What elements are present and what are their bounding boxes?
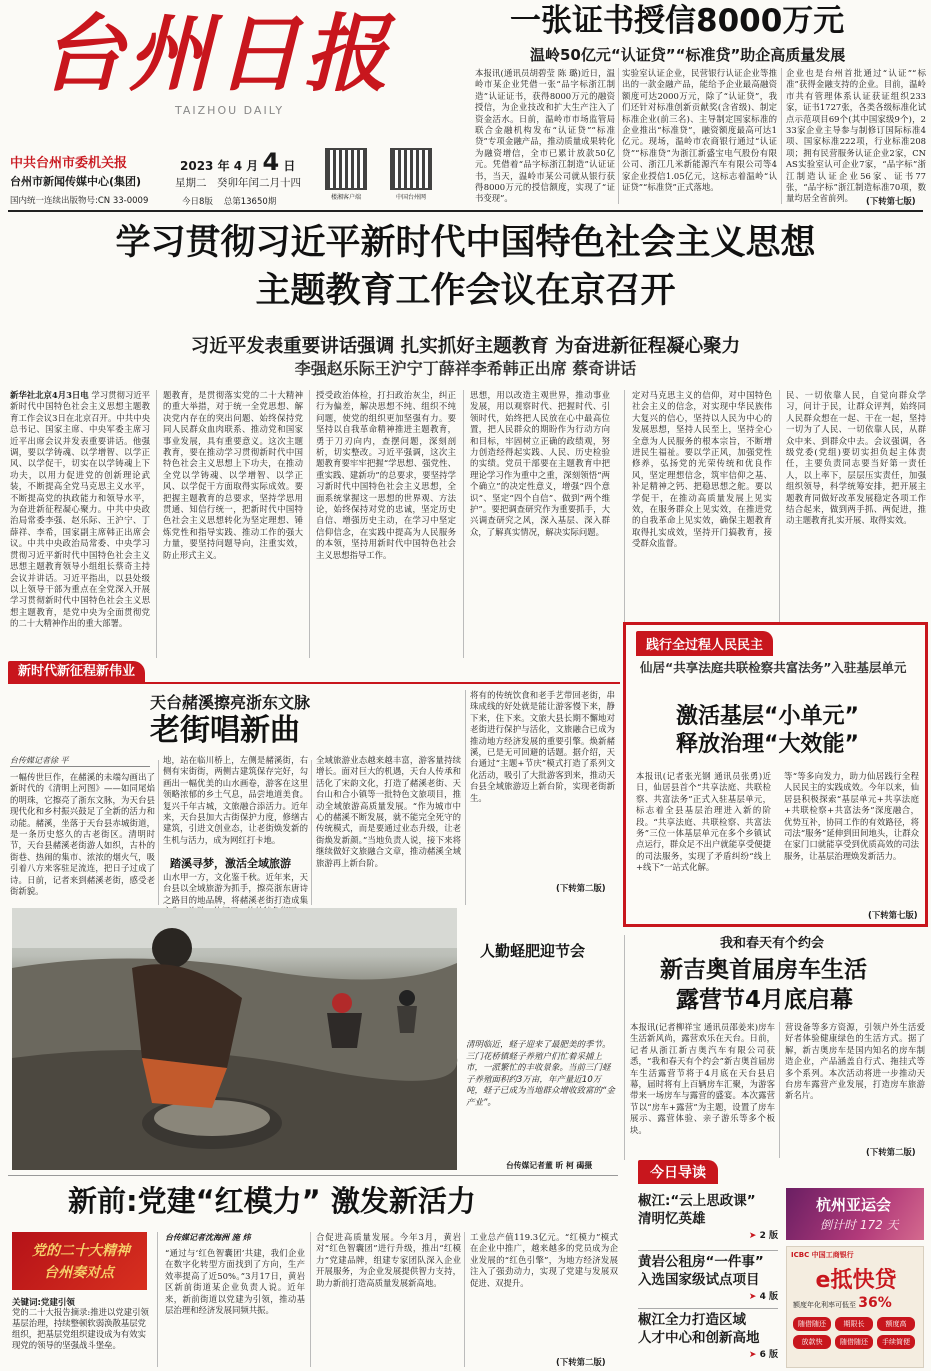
- spring-col1: 本报讯(记者柳祥宝 通讯员邵姜来)房车生活新风尚，露营欢乐在天台。日前，记者从浙江新吉奥汽车有限公司获悉，“我和春天有个约会”新吉奥首届房车生活露营节将于4月底在天台县启幕，届时将有上百辆房车汇聚，为游客带来一场房车与露营的盛宴。本次露营节以“房车+露营”为主题，设置了房车展示、露营体验、亲子游乐等多个板块。: [630, 1022, 775, 1135]
- ad-icbc-buttons: [793, 1317, 921, 1349]
- masthead-pages: [182, 195, 276, 207]
- masthead-logo: [40, 4, 420, 118]
- date-prefix: 2023 年 4 月: [180, 159, 259, 173]
- rule: [781, 68, 782, 204]
- rule: [310, 1232, 311, 1367]
- lead-headline-2: 主题教育工作会议在京召开: [255, 271, 676, 311]
- guide-item-3-page: 6 版: [759, 1350, 778, 1360]
- guide-item[interactable]: [638, 1192, 778, 1241]
- ad-asian-games[interactable]: [786, 1188, 924, 1240]
- feature-col2b: 山水甲一方，文化鉴千秋。近年来，天台县以全域旅游为抓手，擦亮浙东唐诗之路目的地品牌，将赭溪老街打造成集: [163, 872, 308, 905]
- top-story-col1: 本报讯(通讯员胡碧莹 陈 璐)近日，温岭市某企业凭借一张“品字标浙江制造”认证证书，获得8000万元的融资授信，为企业技改和扩大生产注入了资金活水。日前，温岭市市场监管局联合金融机构发布“认证贷”“标准贷”专项金融产品，推动质量成果转化为融资增信，全市已累计放款50亿元。凭借着“品字标浙江制造”认证证书，当天，温岭市某公司就从银行获得8000万元的授信额度，实现了“证书变现”。: [475, 68, 615, 204]
- masthead-date: [180, 148, 295, 176]
- ad-asian-games-line-1: 杭州亚运会: [816, 1196, 892, 1214]
- qr-label-app: 楼湘客户端: [330, 194, 361, 201]
- feature-subhead: 踏溪寻梦，激活全域旅游: [170, 857, 291, 870]
- section-band: [8, 660, 620, 684]
- photo-clam-digging: [12, 908, 457, 1170]
- today-guide: [630, 1160, 780, 1370]
- rule: [311, 760, 312, 905]
- pages-today: 今日8版: [182, 197, 213, 207]
- lead-subhead-1: 习近平发表重要讲话强调 扎实抓好主题教育 为奋进新征程凝心聚力: [190, 336, 741, 357]
- box-story-headline-2: 释放治理“大效能”: [676, 732, 859, 757]
- box-story-continued[interactable]: (下转第七版): [868, 910, 918, 920]
- lead-col5: 定对马克思主义的信仰，对中国特色社会主义的信念，对实现中华民族伟大复兴的信心，坚持以人民为中心的发展思想，坚持人民至上，坚持全心全意为人民服务的根本宗旨，不断增进民生福祉。要以学正风，加强党性修养，弘扬党的光荣传统和优良作风，坚定理想信念，筑牢信仰之基、补足精神之钙、把稳思想之舵。要以学促干，在推动高质量发展上见实效，在服务群众上见实效，在推进党的自我革命上见实效，确保主题教育取得扎实成效，坚持开门搞教育，接受群众监督。: [632, 390, 772, 549]
- arrow-icon: ➤: [748, 1292, 757, 1302]
- feature-col3: 全域旅游业态越来越丰富，游客量持续增长。面对巨大的机遇，天台人传承和活化了宋韵文化，打造了赭溪老街、天台山和合小镇等一批特色文旅项目，推动全域旅游高质量发展。“作为城市中心的赭溪不断发展，就不能完全死守的传统模式，而是要通过业态升级，让老街焕发新颜。”当地负责人说，接下来将继续做好文旅融合文章，推动赭溪全域旅游再上新台阶。: [316, 755, 461, 868]
- qr-code-app[interactable]: [325, 148, 367, 201]
- rule: [8, 1175, 618, 1176]
- rule: [309, 390, 310, 658]
- guide-item-1-line-1: 椒江:“云上思政课”: [638, 1193, 756, 1209]
- feature-col2: 地，站在临川桥上，左侧是赭溪街，右侧有宋街街，两侧古建筑保存完好，勾画出一幅优美的山水画卷，游客在这里领略浓郁的乡土气息，品尝地道美食。复兴千年古城，文旅融合添活力。近年来，天台县加大古街保护力度，修缮古建筑，引进文创业态，让老街焕发新的生机与活力，成为网红打卡地。: [163, 755, 308, 845]
- guide-item-2-page: 4 版: [759, 1292, 778, 1302]
- top-story-continued[interactable]: (下转第七版): [866, 196, 916, 206]
- qr-code-web[interactable]: [390, 148, 432, 201]
- ad-icbc-bank: ICBC 中国工商银行: [791, 1251, 854, 1259]
- date-day: 4: [262, 148, 280, 176]
- spring-continued[interactable]: (下转第二版): [866, 1147, 916, 1157]
- arrow-icon: ➤: [748, 1350, 757, 1360]
- top-story-subhead: 温岭50亿元“认证贷”“标准贷”助企高质量发展: [530, 46, 846, 64]
- photo-caption-text: 清明临近，蛏子迎来了最肥美的季节。三门花桥镇蛏子养殖户们忙着采捕上市，一派繁忙的丰收景象。当前三门蛏子养殖面积约3万亩，年产量近10万吨，蛏子已成为当地群众增收致富的“金产业”。: [466, 1040, 615, 1108]
- ad-icbc-rate-row: [793, 1295, 919, 1311]
- rule: [465, 690, 466, 905]
- rule: [779, 390, 780, 658]
- ad-icbc-feature-button[interactable]: 额度高: [877, 1317, 915, 1331]
- lead-col6: 民、一切依靠人民，自觉向群众学习，问计于民，让群众评判，始终同人民群众想在一起、干在一起，坚持一切为了人民、一切依靠人民，从群众中来、到群众中去。会议强调，各级党委(党组)要切实担负起主体责任，主要负责同志要当好第一责任人，以上率下，层层压实责任，加强组织领导，科学统筹安排，把开展主题教育同做好改革发展稳定各项工作结合起来，做到两手抓、两促进，推动主题教育扎实开展、取得实效。: [786, 390, 926, 526]
- guide-item[interactable]: [638, 1250, 778, 1302]
- box-story-tag: 践行全过程人民民主: [636, 631, 773, 656]
- lead-col1-text: 学习贯彻习近平新时代中国特色社会主义思想主题教育工作会议3日在北京召开。中共中央总书记、国家主席、中央军委主席习近平出席会议并发表重要讲话。他强调，要以学铸魂、以学增智、以学正风、以学促干，切实在以学铸魂上下功夫，以用力促进党的创新理论武装，不断提高全党马克思主义水平，不断提高党的执政能力和领导水平，为奋进新征程凝心聚力。中共中央政治局常委李强、赵乐际、王沪宁、丁薛祥、李希，国家副主席韩正出席会议。中共中央政治局常委、中央学习贯彻习近平新时代中国特色社会主义思想主题教育领导小组组长蔡奇主持会议并讲话。习近平指出，以县处级以上领导干部为重点在全党深入开展学习贯彻新时代中国特色社会主义思想主题教育，是党中央为全面贯彻党的二十大精神作出的重大部署。: [10, 390, 151, 629]
- rule: [156, 390, 157, 658]
- rule: [158, 760, 159, 905]
- arrow-icon: ➤: [748, 1231, 757, 1241]
- feature-headline: 老街唱新曲: [150, 713, 300, 748]
- promo-text: 党的二十大报告摘录:推进以党建引领基层治理，持续整顿软弱涣散基层党组织，把基层党组织建设成为有效实现党的领导的坚强战斗堡垒。: [12, 1307, 149, 1350]
- ad-icbc-rate-prefix: 额度年化利率可低至: [793, 1301, 856, 1309]
- ad-asian-games-line-2: 倒计时 172 天: [820, 1218, 899, 1232]
- box-story: [623, 622, 928, 927]
- feature-byline: 台传媒记者徐 平: [10, 755, 150, 767]
- spring-col2: 营设备等多方资源，引领户外生活爱好者体验健康绿色的生活方式。据了解，新吉奥房车是国内知名的房车制造企业，产品涵盖自行式、拖挂式等多个系列。本次活动将进一步推动天台房车露营产业发展，打造房车旅游新名片。: [785, 1022, 925, 1101]
- ad-icbc-feature-button[interactable]: 随借随还: [793, 1317, 831, 1331]
- box-story-col1: 本报讯(记者张光钢 通讯员张勇)近日，仙居县首个“共享法庭、共联检察、共富法务”正式入驻基层单元，标志着全县基层治理进入新的阶段。“共享法庭、共联检察、共富法务”三位一体基层单元在多个乡镇试点运行，群众足不出户就能享受便捷的司法服务，实现了矛盾纠纷“线上+线下”一站式化解。: [636, 771, 771, 873]
- date-suffix: 日: [283, 159, 296, 173]
- issue-number: 总第13650期: [223, 197, 277, 207]
- lead-col1: [10, 390, 150, 658]
- masthead-rule: [8, 210, 923, 212]
- box-story-kicker: 仙居“共享法庭共联检察共富法务”入驻基层单元: [640, 660, 907, 675]
- promo-image-text-2: 台州奏对点: [44, 1265, 114, 1281]
- lead-headline-1: 学习贯彻习近平新时代中国特色社会主义思想: [115, 223, 816, 263]
- photo-title: 人勤蛏肥迎节会: [480, 942, 586, 960]
- ad-icbc-title: e抵快贷: [815, 1268, 897, 1293]
- guide-item-3-page-wrap: [638, 1347, 778, 1360]
- spring-kicker: 我和春天有个约会: [720, 936, 825, 951]
- ad-icbc-rate: 36%: [858, 1295, 892, 1311]
- photo-credit: 台传媒记者董 昕 柯 碣摄: [506, 1161, 593, 1170]
- ad-icbc-feature-button[interactable]: 期限长: [835, 1317, 873, 1331]
- bottom-continued[interactable]: (下转第二版): [556, 1357, 606, 1367]
- bottom-headline: 新前:党建“红模力” 激发新活力: [68, 1184, 476, 1218]
- today-guide-title: 今日导读: [638, 1160, 718, 1184]
- box-story-headline-1: 激活基层“小单元”: [676, 704, 859, 729]
- lead-col2: 题教育，是贯彻落实党的二十大精神的重大举措，对于统一全党思想、解决党内存在的突出问题、始终保持党同人民群众血肉联系、推动党和国家事业发展，具有重要意义。这次主题教育，要在推动学习贯彻新时代中国特色社会主义思想上下功夫，在推动全党以学铸魂、以学增智、以学正风、以学促干方面取得实际成效。要把握主题教育的总要求，坚持学思用贯通、知信行统一，把新时代中国特色社会主义思想转化为坚定理想、锤炼党性和指导实践、推动工作的强大力量，要坚持问题导向，注重实效，防止形式主义。: [163, 390, 303, 560]
- ad-icbc-feature-button[interactable]: 随借随还: [835, 1335, 873, 1349]
- ad-icbc-feature-button[interactable]: 手续简便: [877, 1335, 915, 1349]
- feature-continued[interactable]: (下转第二版): [556, 883, 606, 893]
- photo-scene: [12, 908, 457, 1170]
- rule: [463, 390, 464, 658]
- top-story-col3: 企业也是台州首批通过“认证”“标准”获得金融支持的企业。目前，温岭市共有管理体系认证获证组织233家，证书1727张，各类各级标准化试点示范项目69个(其中国家级9个)，233家企业主导参与制修订国际标准4项、国家标准222项，行业标准208项；拥有民营服务认证企业2家，CNAS实验室认可企业7家，“品字标”浙江制造认证企业56家、证书77张，“品字标”浙江制造标准70项，数量均居全省前列。: [786, 68, 926, 204]
- feature-col1: 一幅传世巨作，在赭溪的未端勾画出了新时代的《清明上河图》——如同尾焰的明珠，它擦亮了浙东文脉，为天台县现代化和乡村振兴鼓足了全新的活力和动能。赭溪，坐落于天台县赤城街道，是一条历史悠久的古老街区。清明时节，天台县赭溪老街游人如织，古朴的街巷、热闹的集市、浓浓的烟火气，吸引着八方来客驻足流连，把日子过成了诗。日前，记者来到赭溪老街，感受老街新貌。: [10, 772, 155, 897]
- rule: [157, 1232, 158, 1367]
- rule: [464, 1232, 465, 1367]
- lead-dateline: 新华社北京4月3日电: [10, 390, 89, 400]
- ad-icbc-loan[interactable]: [786, 1246, 924, 1368]
- top-story-headline: 一张证书授信8000万元: [510, 3, 845, 39]
- guide-item[interactable]: [638, 1308, 778, 1360]
- top-story-col2: 实验室认证企业，民营银行认证企业等推出的一款金融产品，能给予企业最高融资额度可达2000万元，除了“认证贷”，我们还针对标准创新贡献奖(含省级)、制定标准企业(前三名)、主导制定国家标准的企业推出“标准贷”，融资额度最高可达1亿元。现场，温岭市农商银行通过“认证贷”“标准贷”为浙江新盛宝电气股份有限公司、浙江几米新能源汽车有限公司等4家企业授信1.05亿元，这标志着温岭“认证贷”“标准贷”正式落地。: [622, 68, 777, 193]
- lead-col4: 思想，用以改造主观世界，推动事业发展，用以观察时代、把握时代、引领时代，始终把人民放在心中最高位置，把人民群众的期盼作为行动方向和目标，牢固树立正确的政绩观，努力创造经得起实践、人民、历史检验的实绩。党员干部要在主题教育中把理论学习作为重中之重，深刻领悟“两个确立”的决定性意义，增强“四个意识”、坚定“四个自信”、做到“两个维护”。要把调查研究作为重要抓手，大兴调查研究之风，深入基层、深入群众，了解真实情况，解决实际问题。: [470, 390, 610, 537]
- lead-subhead-2: 李强赵乐际王沪宁丁薛祥李希韩正出席 蔡奇讲话: [294, 359, 637, 378]
- masthead-weekday: 星期二 癸卯年闰二月十四: [175, 177, 301, 189]
- photo-caption: [466, 1040, 616, 1158]
- bottom-byline: 台传媒记者沈海洲 施 炜: [165, 1233, 251, 1242]
- bottom-col3: 工业总产值119.3亿元。“红模力”模式在企业中推广，越来越多的党员成为企业发展的“红色引擎”，为地方经济发展注入了强劲动力，实现了党建与发展双促进、双提升。: [470, 1232, 618, 1288]
- promo-image: [12, 1232, 147, 1290]
- feature-kicker: 天台赭溪擦亮浙东文脉: [150, 693, 311, 712]
- bottom-col1: “通过与‘红色智囊团’共建，我们企业在数字化转型方面找到了方向，生产效率提高了近50%。”3月17日，黄岩区新前街道某企业负责人说。近年来，新前街道以党建为引领，推动基层治理和经济发展同频共振。: [165, 1248, 305, 1316]
- guide-item-2-page-wrap: [638, 1289, 778, 1302]
- feature-col4: 将有的传统饮食和老手艺带回老街，串珠成线的好处就是能让游客慢下来，静下来，住下来。文旅大县长期不懈地对老街进行保护与活化，文旅融合已成为推动地方经济发展的重要引擎。焕新赭溪，已是无可回避的话题。据介绍，天台通过“主题+节庆”模式打造了系列文化活动，吸引了大批游客到来，推动天台县全域旅游迈上新台阶，实现老街新生。: [470, 690, 615, 803]
- masthead-cn: 国内统一连续出版物号:CN 33-0009: [10, 196, 149, 206]
- rule: [624, 390, 625, 658]
- rule: [779, 1022, 780, 1158]
- rule: [624, 935, 625, 1160]
- bottom-col2: 合促进高质量发展。今年3月，黄岩对“红色智囊团”进行升级，推出“红模力”党建品牌，组建专家团队深入企业开展服务，为企业发展提供智力支持，助力新前打造高质量发展新高地。: [316, 1232, 461, 1288]
- guide-item-3-line-2: 人才中心和创新高地: [638, 1330, 760, 1346]
- section-band-label: 新时代新征程新伟业: [8, 661, 145, 683]
- spring-headline-2: 露营节4月底启幕: [676, 987, 854, 1013]
- guide-item-2-line-1: 黄岩公租房“一件事”: [638, 1254, 764, 1270]
- lead-col3: 授受政治体检，打扫政治灰尘，纠正行为偏差，解决思想不纯、组织不纯问题，使党的组织更加坚强有力。要坚持以自我革命精神推进主题教育，勇于刀刃向内，查摆问题，深刻剖析，切实整改。习近平强调，这次主题教育要牢牢把握“学思想、强党性、重实践、建新功”的总要求，要坚持学习新时代中国特色社会主义思想，全面系统掌握这一思想的世界观、方法论，始终保持对党的忠诚，坚定历史自信、增强历史主动，在学习中坚定信仰信念，在实践中提高为人民服务的本领，坚持用新时代中国特色社会主义思想指导工作。: [316, 390, 456, 560]
- promo-heading: 关键词:党建引领: [12, 1298, 75, 1308]
- masthead-publisher: 台州市新闻传媒中心(集团): [10, 175, 142, 188]
- guide-item-1-line-2: 清明忆英雄: [638, 1211, 706, 1227]
- qr-label-web: 中国台州网: [395, 194, 426, 201]
- masthead-pinyin: TAIZHOU DAILY: [175, 104, 285, 117]
- masthead-title: 台州日报: [40, 4, 393, 103]
- masthead-organ: 中共台州市委机关报: [10, 156, 128, 171]
- qr-icon: [390, 148, 432, 190]
- guide-item-3-line-1: 椒江全力打造区域: [638, 1312, 746, 1328]
- guide-item-2-line-2: 入选国家级试点项目: [638, 1272, 760, 1288]
- ad-icbc-feature-button[interactable]: 放款快: [793, 1335, 831, 1349]
- rule: [618, 68, 619, 204]
- box-story-col2: 等“等多向发力，助力仙居践行全程人民民主的实践成效。今年以来，仙居县积极探索“基层单元+共享法庭+共联检察+共富法务”深度融合，优势互补，协同工作的有效路径，将司法“服务”延伸到田间地头，让群众在家门口就能享受到优质高效的司法服务，让基层治理焕发新活力。: [784, 771, 919, 861]
- spring-headline-1: 新吉奥首届房车生活: [660, 957, 867, 983]
- qr-icon: [325, 148, 367, 190]
- guide-item-1-page: 2 版: [759, 1231, 778, 1241]
- promo-image-text-1: 党的二十大精神: [32, 1243, 130, 1259]
- guide-item-1-page-wrap: [638, 1228, 778, 1241]
